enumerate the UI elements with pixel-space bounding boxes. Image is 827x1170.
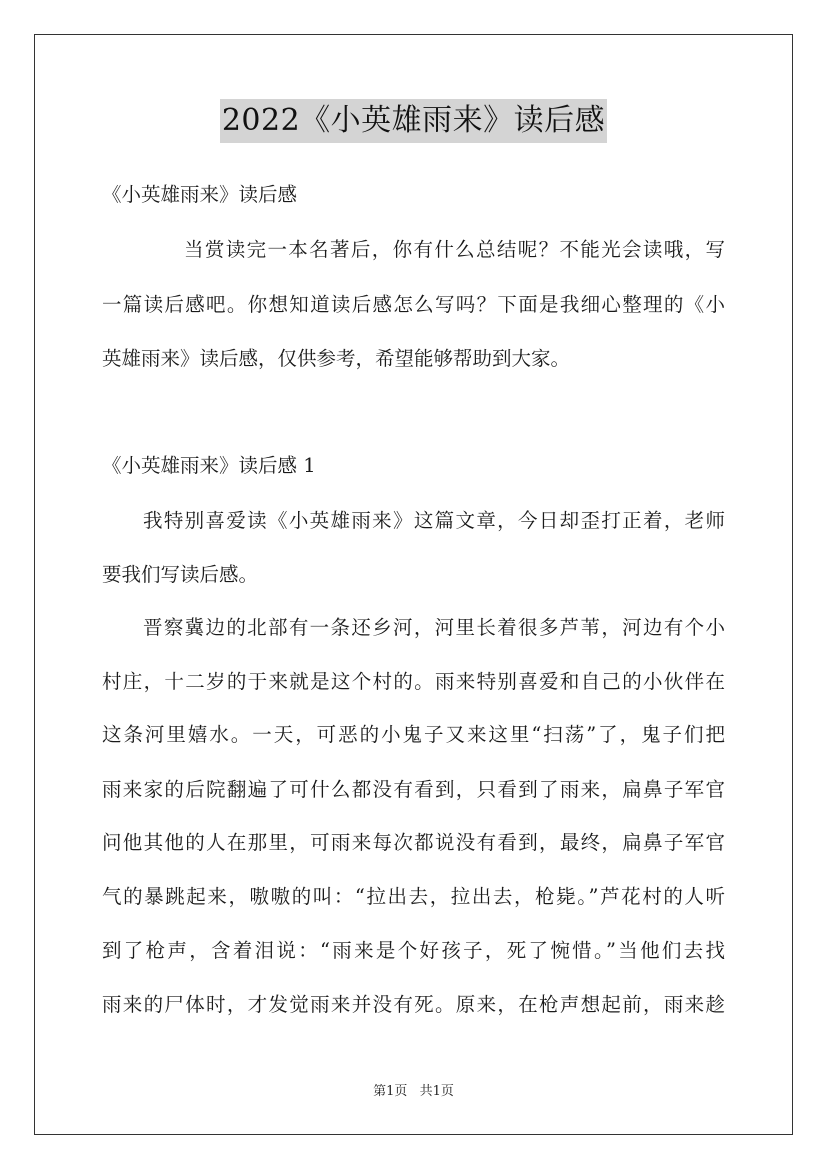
intro-line: 一篇读后感吧。你想知道读后感怎么写吗？下面是我细心整理的《小 (102, 293, 725, 316)
paragraph-line: 问他其他的人在那里，可雨来每次都说没有看到，最终，扁鼻子军官 (102, 831, 725, 854)
section-heading: 《小英雄雨来》读后感 1 (102, 454, 316, 477)
subtitle: 《小英雄雨来》读后感 (102, 183, 298, 206)
document-title: 2022《小英雄雨来》读后感 (220, 99, 607, 143)
paragraph-line: 气的暴跳起来，嗷嗷的叫：“拉出去，拉出去，枪毙。”芦花村的人听 (102, 885, 725, 908)
paragraph-line: 这条河里嬉水。一天，可恶的小鬼子又来这里“扫荡”了，鬼子们把 (102, 723, 725, 746)
page-total: 共1页 (419, 1084, 454, 1099)
paragraph-line: 雨来的尸体时，才发觉雨来并没有死。原来，在枪声想起前，雨来趁 (102, 993, 725, 1016)
paragraph-line: 要我们写读后感。 (102, 563, 259, 586)
page-footer (0, 1083, 827, 1101)
page-number: 第1页 (373, 1084, 408, 1099)
paragraph-line: 村庄，十二岁的于来就是这个村的。雨来特别喜爱和自己的小伙伴在 (102, 670, 725, 693)
paragraph-line: 晋察冀边的北部有一条还乡河，河里长着很多芦苇，河边有个小 (143, 616, 725, 639)
title-container (0, 99, 827, 143)
intro-line: 当赏读完一本名著后，你有什么总结呢？不能光会读哦，写 (184, 238, 725, 261)
paragraph-line: 到了枪声，含着泪说：“雨来是个好孩子，死了惋惜。”当他们去找 (102, 939, 725, 962)
intro-line: 英雄雨来》读后感，仅供参考，希望能够帮助到大家。 (102, 347, 571, 370)
paragraph-line: 雨来家的后院翻遍了可什么都没有看到，只看到了雨来，扁鼻子军官 (102, 778, 725, 801)
paragraph-line: 我特别喜爱读《小英雄雨来》这篇文章，今日却歪打正着，老师 (143, 509, 725, 532)
